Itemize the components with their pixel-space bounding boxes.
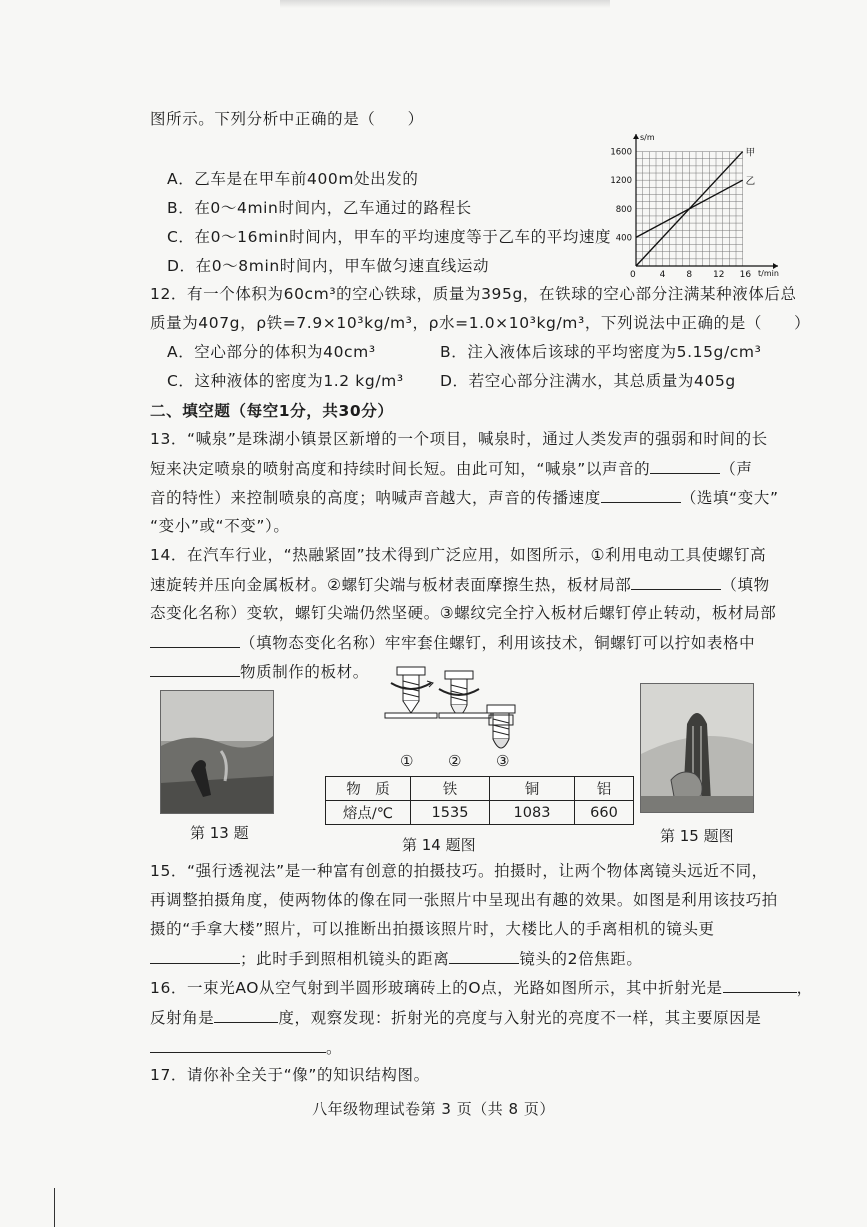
q15-text: ；此时手到照相机镜头的距离 — [240, 950, 450, 968]
y-tick-label: 1600 — [610, 147, 632, 158]
q17-line: 17．请你补全关于“像”的知识结构图。 — [150, 1066, 430, 1084]
y-tick-label: 800 — [615, 204, 632, 215]
q13-line4: “变小”或“不变”）。 — [150, 517, 290, 535]
q16-blank-1[interactable] — [723, 976, 797, 993]
q14-step-2-label: ② — [448, 752, 462, 770]
y-axis-label: s/m — [640, 133, 655, 142]
q11-option-c: C．在0～16min时间内，甲车的平均速度等于乙车的平均速度 — [167, 228, 612, 246]
q12-line2: 质量为407g，ρ铁=7.9×10³kg/m³，ρ水=1.0×10³kg/m³，下列说法中正确的是（ ） — [150, 314, 811, 332]
q13-text: （选填“变大” — [680, 489, 779, 507]
table-cell: 1535 — [411, 801, 490, 825]
x-tick-label: 4 — [659, 270, 666, 278]
q12-option-a: A．空心部分的体积为40cm³ — [167, 343, 376, 361]
q15-photo — [640, 683, 754, 813]
q13-caption: 第 13 题 — [190, 824, 249, 842]
q15-line3: 摄的“手拿大楼”照片，可以推断出拍摄该照片时，大楼比人的手离相机的镜头更 — [150, 920, 715, 938]
q15-caption: 第 15 题图 — [660, 827, 734, 845]
q16-text: 16．一束光AO从空气射到半圆形玻璃砖上的O点，光路如图所示，其中折射光是 — [150, 979, 723, 997]
q12-option-d: D．若空心部分注满水，其总质量为405g — [440, 372, 736, 390]
q13-text: 短来决定喷泉的喷射高度和持续时间长短。由此可知，“喊泉”以声音的 — [150, 460, 651, 478]
q14-blank-3[interactable] — [150, 660, 240, 677]
table-cell: 物 质 — [326, 777, 411, 801]
x-tick-label: 0 — [630, 270, 636, 278]
q13-text: （声 — [720, 460, 753, 478]
table-cell: 铝 — [575, 777, 634, 801]
q13-line2 — [150, 457, 752, 480]
y-tick-label: 1200 — [610, 176, 632, 187]
x-tick-label: 16 — [739, 270, 752, 278]
table-cell: 660 — [575, 801, 634, 825]
x-tick-label: 8 — [686, 270, 693, 278]
q14-blank-2[interactable] — [150, 631, 240, 648]
q14-text: 速旋转并压向金属板材。②螺钉尖端与板材表面摩擦生热，板材局部 — [150, 576, 632, 594]
q15-blank-1[interactable] — [150, 947, 240, 964]
q16-blank-2[interactable] — [214, 1006, 278, 1023]
q16-line3 — [150, 1036, 342, 1059]
table-cell: 铜 — [490, 777, 575, 801]
q16-text: 。 — [326, 1039, 343, 1057]
x-tick-label: 12 — [713, 270, 725, 278]
screw-step-3 — [487, 705, 515, 748]
table-cell: 熔点/℃ — [326, 801, 411, 825]
scan-smudge — [280, 0, 610, 8]
q12-option-b: B．注入液体后该球的平均密度为5.15g/cm³ — [440, 343, 762, 361]
screw-step-2 — [439, 671, 491, 718]
q11-option-d: D．在0～8min时间内，甲车做匀速直线运动 — [167, 257, 490, 275]
q14-step-3-label: ③ — [496, 752, 510, 770]
series-label-1: 甲 — [745, 147, 756, 159]
q14-step-1-label: ① — [400, 752, 414, 770]
q14-line2 — [150, 573, 770, 596]
q13-text: 音的特性）来控制喷泉的高度；呐喊声音越大，声音的传播速度 — [150, 489, 601, 507]
crop-mark — [54, 1188, 55, 1227]
q13-blank-2[interactable] — [601, 486, 681, 503]
q15-line4 — [150, 947, 642, 970]
q14-line1: 14．在汽车行业，“热融紧固”技术得到广泛应用，如图所示，①利用电动工具使螺钉高 — [150, 546, 767, 564]
q16-text: ， — [796, 979, 813, 997]
q12-line1: 12．有一个体积为60cm³的空心铁球，质量为395g，在铁球的空心部分注满某种液体后总 — [150, 285, 797, 303]
q11-option-b: B．在0～4min时间内，乙车通过的路程长 — [167, 199, 472, 217]
page-footer: 八年级物理试卷第 3 页（共 8 页） — [312, 1100, 555, 1118]
q16-text: 度，观察发现：折射光的亮度与入射光的亮度不一样，其主要原因是 — [278, 1009, 762, 1027]
q11-tail: 图所示。下列分析中正确的是（ ） — [150, 110, 424, 128]
q14-line4 — [150, 631, 755, 654]
screw-step-1 — [385, 667, 437, 718]
q14-line5 — [150, 660, 369, 683]
series-label-2: 乙 — [745, 176, 756, 188]
q14-text: （填物 — [721, 576, 770, 594]
q16-text: 反射角是 — [150, 1009, 215, 1027]
q14-text: （填物态变化名称）牢牢套住螺钉，利用该技术，铜螺钉可以拧如表格中 — [240, 634, 756, 652]
section-heading: 二、填空题（每空1分，共30分） — [150, 402, 394, 420]
q15-line2: 再调整拍摄角度，使两物体的像在同一张照片中呈现出有趣的效果。如图是利用该技巧拍 — [150, 891, 778, 909]
q12-option-c: C．这种液体的密度为1.2 kg/m³ — [167, 372, 404, 390]
y-tick-label: 400 — [615, 233, 632, 244]
table-cell: 铁 — [411, 777, 490, 801]
q16-line1 — [150, 976, 813, 999]
y-axis-arrow — [633, 134, 639, 139]
q13-blank-1[interactable] — [650, 457, 720, 474]
st-graph — [606, 126, 786, 278]
q14-text: 物质制作的板材。 — [240, 663, 369, 681]
table-cell: 1083 — [490, 801, 575, 825]
q11-option-a: A．乙车是在甲车前400m处出发的 — [167, 170, 419, 188]
q14-blank-1[interactable] — [631, 573, 721, 590]
q14-caption: 第 14 题图 — [402, 836, 476, 854]
q13-photo — [160, 690, 274, 814]
q15-line1: 15．“强行透视法”是一种富有创意的拍摄技巧。拍摄时，让两个物体离镜头远近不同， — [150, 862, 768, 880]
table-row — [326, 801, 634, 825]
q15-blank-2[interactable] — [449, 947, 519, 964]
melting-point-table — [325, 776, 634, 825]
q15-text: 镜头的2倍焦距。 — [519, 950, 643, 968]
q16-line2 — [150, 1006, 761, 1029]
q16-blank-3[interactable] — [150, 1036, 326, 1053]
x-axis-label: t/min — [758, 269, 779, 278]
q14-line3: 态变化名称）变软，螺钉尖端仍然坚硬。③螺纹完全拧入板材后螺钉停止转动，板材局部 — [150, 604, 777, 622]
q13-line3 — [150, 486, 779, 509]
q13-line1: 13．“喊泉”是珠湖小镇景区新增的一个项目，喊泉时，通过人类发声的强弱和时间的长 — [150, 430, 768, 448]
table-row — [326, 777, 634, 801]
